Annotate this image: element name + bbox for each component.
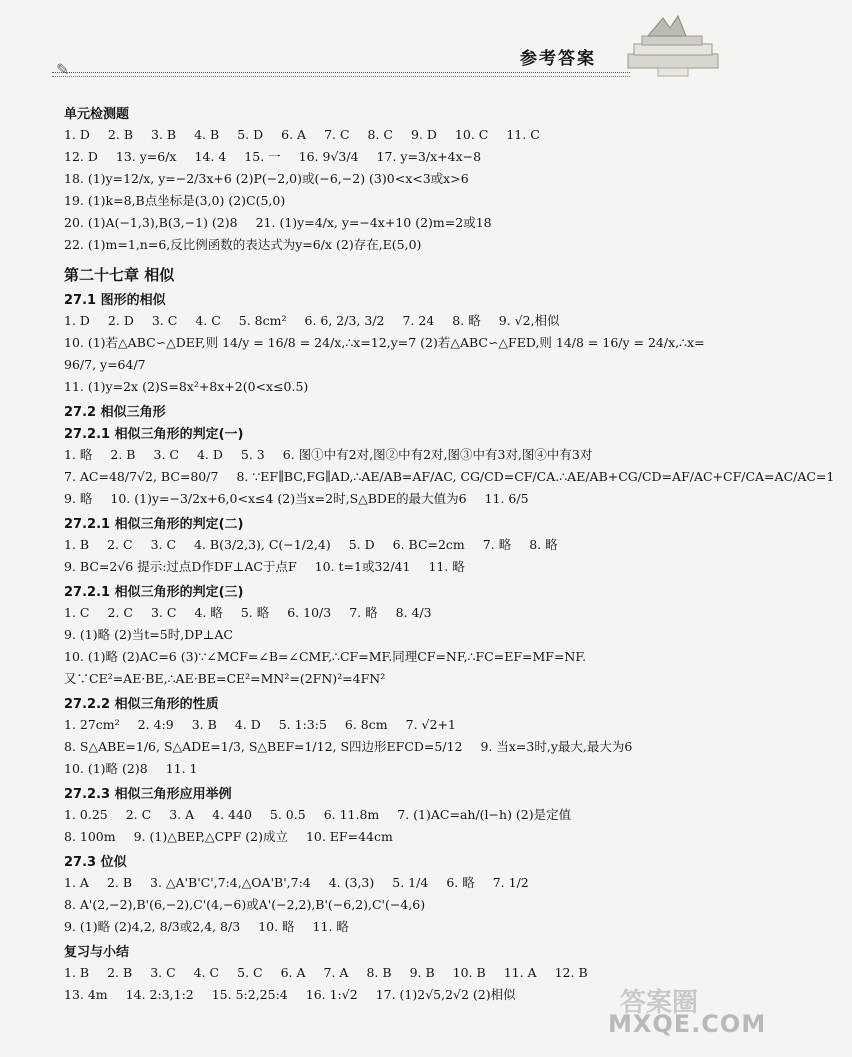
answer-item: 2. 4:9 bbox=[137, 717, 174, 732]
answer-item: 9. √2,相似 bbox=[498, 313, 560, 328]
header-rule bbox=[52, 72, 630, 73]
answer-item: 8. A'(2,−2),B'(6,−2),C'(4,−6)或A'(−2,2),B'(−6,2),C'(−4,6) bbox=[64, 897, 426, 912]
section-title: 27.2.2 相似三角形的性质 bbox=[64, 697, 219, 712]
answer-row bbox=[64, 624, 694, 646]
answer-item: 8. 略 bbox=[452, 313, 481, 328]
answer-item: 17. y=3/x+4x−8 bbox=[376, 149, 482, 164]
answer-item: 14. 4 bbox=[194, 149, 227, 164]
answer-item: 4. C bbox=[193, 965, 220, 980]
answer-row bbox=[64, 984, 694, 1006]
answer-item: 11. 略 bbox=[428, 559, 465, 574]
answer-item: 3. C bbox=[150, 605, 177, 620]
answer-item: 4. (3,3) bbox=[328, 875, 375, 890]
section-title: 27.2.1 相似三角形的判定(三) bbox=[64, 585, 244, 600]
answer-item: 7. √2+1 bbox=[405, 717, 456, 732]
answer-item: 3. C bbox=[150, 965, 176, 980]
answer-row bbox=[64, 804, 694, 826]
answer-item: 3. C bbox=[150, 537, 177, 552]
answer-row bbox=[64, 444, 694, 466]
section-title: 27.2.1 相似三角形的判定(一) bbox=[64, 427, 244, 442]
answer-item: 4. B bbox=[194, 127, 220, 142]
answer-item: 22. (1)m=1,n=6,反比例函数的表达式为y=6/x (2)存在,E(5,0) bbox=[64, 237, 422, 252]
answer-item: 11. A bbox=[503, 965, 537, 980]
answer-item: 9. 略 bbox=[64, 491, 93, 506]
answer-item: 15. 5:2,25:4 bbox=[211, 987, 288, 1002]
answer-item: 1. D bbox=[64, 313, 90, 328]
answer-item: 4. C bbox=[195, 313, 221, 328]
answer-item: 8. C bbox=[367, 127, 393, 142]
answer-item: 10. C bbox=[454, 127, 489, 142]
header-rule-secondary bbox=[52, 76, 630, 77]
answer-item: 1. D bbox=[64, 127, 90, 142]
answer-row bbox=[64, 758, 694, 780]
answer-item: 20. (1)A(−1,3),B(3,−1) (2)8 bbox=[64, 215, 238, 230]
answer-item: 11. C bbox=[506, 127, 540, 142]
section-title: 27.1 图形的相似 bbox=[64, 293, 166, 308]
answer-row bbox=[64, 534, 694, 556]
answer-item: 6. 11.8m bbox=[323, 807, 380, 822]
answer-item: 1. A bbox=[64, 875, 89, 890]
answer-item: 17. (1)2√5,2√2 (2)相似 bbox=[375, 987, 516, 1002]
answer-item: 1. B bbox=[64, 537, 90, 552]
answer-row bbox=[64, 190, 694, 212]
answer-item: 16. 9√3/4 bbox=[298, 149, 359, 164]
answer-row bbox=[64, 124, 694, 146]
answer-item: 1. C bbox=[64, 605, 90, 620]
answer-item: 6. 8cm bbox=[344, 717, 388, 732]
answer-item: 3. C bbox=[153, 447, 179, 462]
answer-item: 6. A bbox=[281, 127, 307, 142]
answer-item: 8. 4/3 bbox=[395, 605, 432, 620]
answer-item: 18. (1)y=12/x, y=−2/3x+6 (2)P(−2,0)或(−6,−2) (3)0<x<3或x>6 bbox=[64, 171, 469, 186]
answer-item: 2. D bbox=[107, 313, 134, 328]
answer-item: 3. A bbox=[169, 807, 195, 822]
answer-item: 16. 1:√2 bbox=[305, 987, 358, 1002]
answer-row bbox=[64, 916, 694, 938]
answer-item: 5. 1/4 bbox=[392, 875, 429, 890]
answer-item: 又∵CE²=AE·BE,∴AE·BE=CE²=MN²=(2FN)²=4FN² bbox=[64, 671, 386, 686]
answer-item: 15. 一 bbox=[244, 149, 281, 164]
answer-item: 7. A bbox=[323, 965, 349, 980]
answer-item: 11. 6/5 bbox=[484, 491, 529, 506]
answer-row bbox=[64, 872, 694, 894]
answer-item: 2. C bbox=[107, 605, 133, 620]
books-logo-icon bbox=[618, 14, 728, 84]
answer-item: 12. B bbox=[554, 965, 588, 980]
answer-item: 6. A bbox=[280, 965, 306, 980]
answer-item: 10. (1)若△ABC∽△DEF,则 14/y = 16/8 = 24/x,∴x=12,y=7 (2)若△ABC∽△FED,则 14/8 = 16/y = 24/x,∴x= bbox=[64, 335, 705, 350]
answer-item: 13. y=6/x bbox=[115, 149, 177, 164]
answer-item: 8. S△ABE=1/6, S△ADE=1/3, S△BEF=1/12, S四边形EFCD=5/12 bbox=[64, 739, 463, 754]
watermark-stamp: 答案圈 bbox=[620, 988, 699, 1018]
answer-row bbox=[64, 234, 694, 256]
answer-row bbox=[64, 466, 835, 488]
answer-item: 4. D bbox=[196, 447, 223, 462]
answer-item: 1. 27cm² bbox=[64, 717, 120, 732]
answer-row bbox=[64, 668, 694, 690]
answer-item: 96/7, y=64/7 bbox=[64, 357, 146, 372]
answer-row bbox=[64, 826, 694, 848]
answer-item: 10. (1)略 (2)8 bbox=[64, 761, 148, 776]
answer-item: 8. 略 bbox=[529, 537, 558, 552]
answer-row bbox=[64, 488, 694, 510]
section-title: 复习与小结 bbox=[64, 945, 130, 960]
answer-item: 10. t=1或32/41 bbox=[314, 559, 411, 574]
answer-item: 5. 1:3:5 bbox=[278, 717, 327, 732]
answer-row bbox=[64, 212, 694, 234]
answer-item: 1. 0.25 bbox=[64, 807, 108, 822]
answer-item: 11. 1 bbox=[165, 761, 198, 776]
answer-item: 11. (1)y=2x (2)S=8x²+8x+2(0<x≤0.5) bbox=[64, 379, 309, 394]
answer-item: 7. 1/2 bbox=[492, 875, 529, 890]
answer-content bbox=[64, 100, 835, 1006]
answer-item: 5. C bbox=[237, 965, 263, 980]
answer-item: 13. 4m bbox=[64, 987, 108, 1002]
answer-item: 6. 略 bbox=[446, 875, 475, 890]
section-title: 27.2.3 相似三角形应用举例 bbox=[64, 787, 232, 802]
answer-item: 2. C bbox=[107, 537, 133, 552]
answer-item: 5. 8cm² bbox=[238, 313, 287, 328]
answer-row bbox=[64, 146, 694, 168]
answer-row bbox=[64, 736, 694, 758]
answer-item: 1. B bbox=[64, 965, 90, 980]
answer-item: 7. 略 bbox=[482, 537, 512, 552]
answer-item: 7. AC=48/7√2, BC=80/7 bbox=[64, 469, 219, 484]
section-title: 27.2 相似三角形 bbox=[64, 405, 166, 420]
answer-item: 7. (1)AC=ah/(l−h) (2)是定值 bbox=[397, 807, 572, 822]
answer-item: 6. BC=2cm bbox=[392, 537, 465, 552]
answer-item: 3. B bbox=[151, 127, 177, 142]
answer-item: 5. 略 bbox=[240, 605, 270, 620]
answer-row bbox=[64, 602, 694, 624]
answer-item: 9. 当x=3时,y最大,最大为6 bbox=[480, 739, 633, 754]
answer-item: 2. B bbox=[110, 447, 136, 462]
ornament-swirl-icon: ✎ bbox=[56, 60, 70, 79]
answer-item: 10. B bbox=[452, 965, 486, 980]
answer-row bbox=[64, 332, 705, 354]
answer-item: 10. (1)y=−3/2x+6,0<x≤4 (2)当x=2时,S△BDE的最大值为6 bbox=[110, 491, 467, 506]
answer-item: 2. B bbox=[106, 875, 133, 890]
answer-item: 7. 24 bbox=[402, 313, 435, 328]
answer-item: 5. 3 bbox=[240, 447, 265, 462]
answer-item: 10. EF=44cm bbox=[305, 829, 393, 844]
answer-item: 8. 100m bbox=[64, 829, 116, 844]
answer-item: 4. 440 bbox=[212, 807, 252, 822]
answer-item: 4. D bbox=[234, 717, 261, 732]
answer-item: 5. D bbox=[348, 537, 375, 552]
answer-row bbox=[64, 310, 694, 332]
answer-item: 9. B bbox=[409, 965, 435, 980]
section-title: 27.2.1 相似三角形的判定(二) bbox=[64, 517, 244, 532]
answer-item: 7. C bbox=[324, 127, 350, 142]
answer-item: 5. D bbox=[237, 127, 264, 142]
answer-item: 6. 图①中有2对,图②中有2对,图③中有3对,图④中有3对 bbox=[282, 447, 593, 462]
answer-item: 2. B bbox=[107, 965, 133, 980]
answer-row bbox=[64, 894, 694, 916]
answer-item: 8. B bbox=[366, 965, 392, 980]
answer-item: 14. 2:3,1:2 bbox=[125, 987, 194, 1002]
answer-item: 12. D bbox=[64, 149, 98, 164]
answer-item: 2. B bbox=[107, 127, 134, 142]
answer-item: 6. 10/3 bbox=[287, 605, 332, 620]
answer-item: 3. C bbox=[151, 313, 178, 328]
answer-item: 4. 略 bbox=[194, 605, 223, 620]
answer-item: 1. 略 bbox=[64, 447, 93, 462]
answer-row bbox=[64, 646, 694, 668]
answer-item: 5. 0.5 bbox=[269, 807, 306, 822]
page-header bbox=[0, 0, 750, 92]
answer-item: 9. D bbox=[411, 127, 437, 142]
answer-row bbox=[64, 556, 694, 578]
answer-item: 10. 略 bbox=[258, 919, 295, 934]
answer-item: 3. △A'B'C',7:4,△OA'B',7:4 bbox=[150, 875, 311, 890]
answer-item: 9. (1)△BEP,△CPF (2)成立 bbox=[133, 829, 288, 844]
answer-item: 10. (1)略 (2)AC=6 (3)∵∠MCF=∠B=∠CMF,∴CF=MF.同理CF=NF,∴FC=EF=MF=NF. bbox=[64, 649, 587, 664]
answer-row bbox=[64, 354, 694, 376]
answer-item: 7. 略 bbox=[349, 605, 378, 620]
answer-item: 6. 6, 2/3, 3/2 bbox=[304, 313, 385, 328]
answer-item: 9. (1)略 (2)当t=5时,DP⊥AC bbox=[64, 627, 233, 642]
answer-item: 8. ∵EF∥BC,FG∥AD,∴AE/AB=AF/AC, CG/CD=CF/CA.∴AE/AB+CG/CD=AF/AC+CF/CA=AC/AC=1 bbox=[236, 469, 835, 484]
answer-item: 11. 略 bbox=[312, 919, 349, 934]
chapter-title: 第二十七章 相似 bbox=[64, 266, 175, 284]
answer-item: 2. C bbox=[125, 807, 152, 822]
header-title: 参考答案 bbox=[520, 49, 596, 69]
answer-item: 3. B bbox=[191, 717, 217, 732]
section-title: 27.3 位似 bbox=[64, 855, 127, 870]
answer-item: 9. BC=2√6 提示:过点D作DF⊥AC于点F bbox=[64, 559, 297, 574]
answer-row bbox=[64, 376, 694, 398]
answer-row bbox=[64, 714, 694, 736]
answer-item: 19. (1)k=8,B点坐标是(3,0) (2)C(5,0) bbox=[64, 193, 286, 208]
answer-item: 9. (1)略 (2)4,2, 8/3或2,4, 8/3 bbox=[64, 919, 241, 934]
watermark-text: MXQE.COM bbox=[608, 1010, 767, 1038]
answer-row bbox=[64, 168, 694, 190]
answer-row bbox=[64, 962, 694, 984]
answer-item: 21. (1)y=4/x, y=−4x+10 (2)m=2或18 bbox=[255, 215, 492, 230]
section-title: 单元检测题 bbox=[64, 107, 130, 122]
answer-item: 4. B(3/2,3), C(−1/2,4) bbox=[194, 537, 331, 552]
